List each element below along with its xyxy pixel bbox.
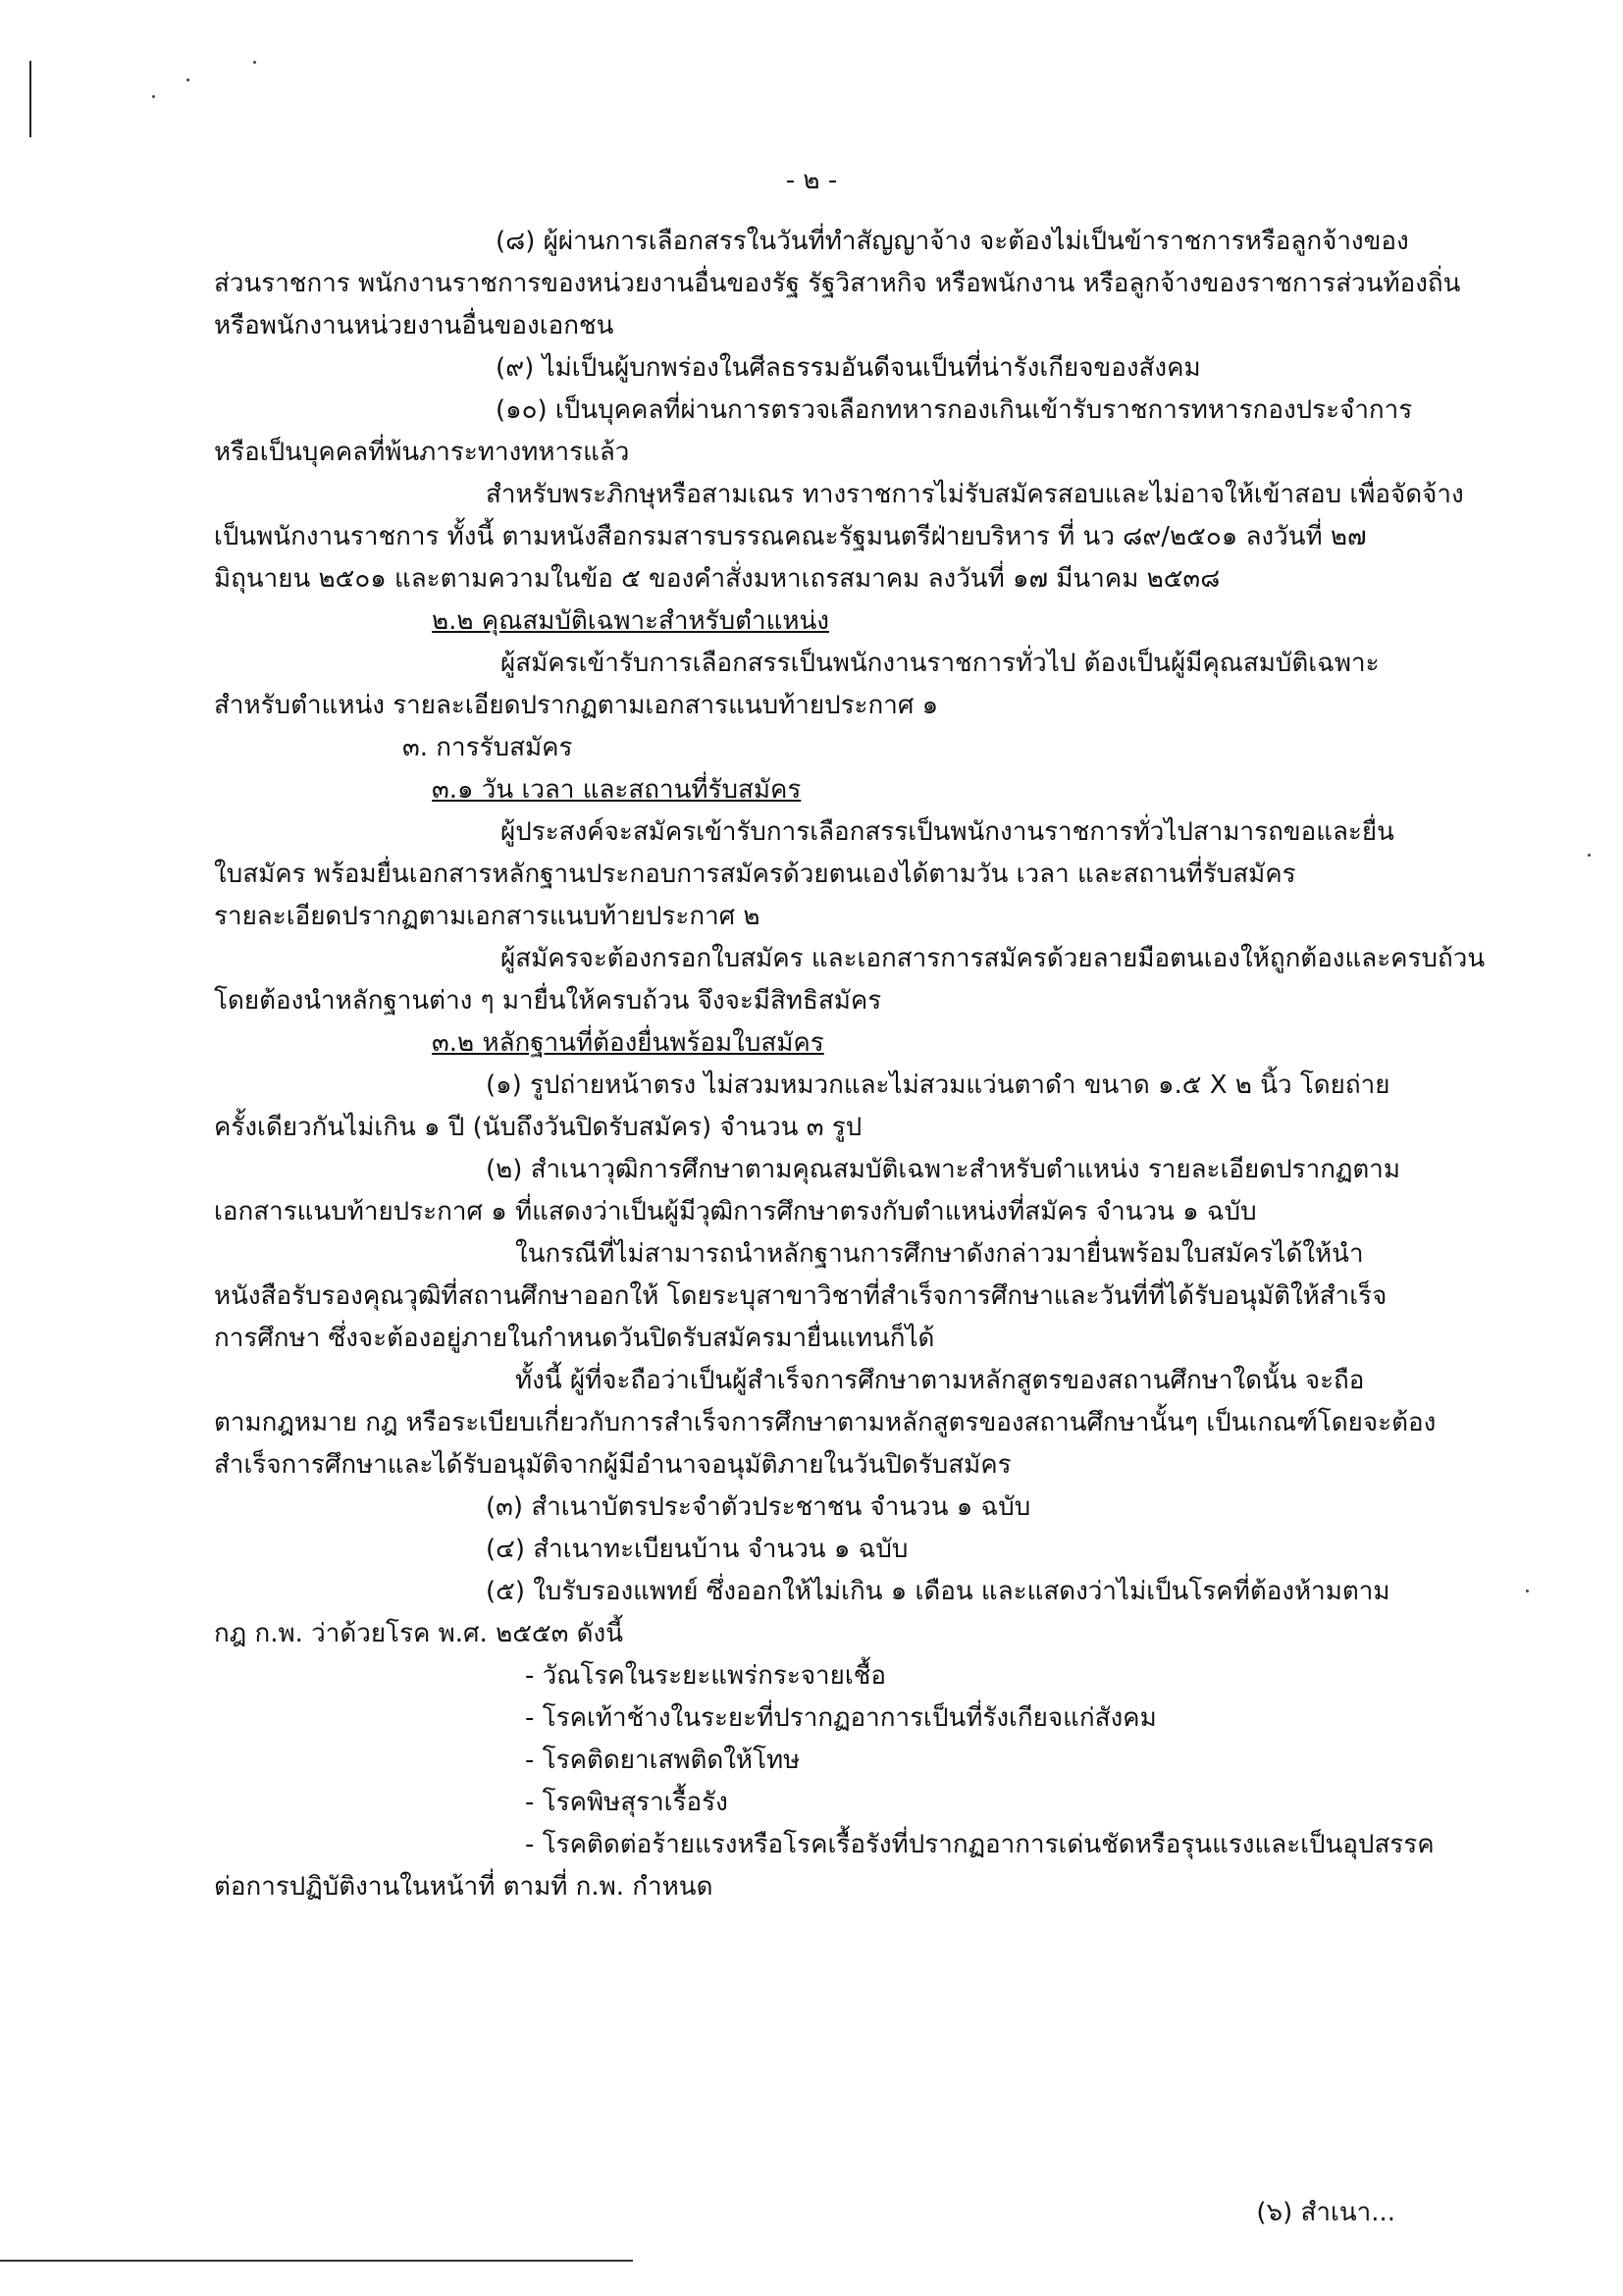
text-line: [0, 1487, 1623, 1529]
text-line: [0, 390, 1623, 432]
section-heading-3-1: ๓.๑ วัน เวลา และสถานที่รับสมัคร: [432, 775, 802, 805]
scan-edge-mark: [29, 61, 31, 137]
footer-rule: [0, 2260, 633, 2262]
text-line: [0, 727, 1623, 769]
doc-item-1: (๑) รูปถ่ายหน้าตรง ไม่สวมหมวกและไม่สวมแว่นตาดำ ขนาด ๑.๕ X ๒ นิ้ว โดยถ่าย: [486, 1070, 1390, 1100]
text-line: กฎ ก.พ. ว่าด้วยโรค พ.ศ. ๒๕๕๓ ดังนี้: [214, 1619, 623, 1648]
monk-clause: สำหรับพระภิกษุหรือสามเณร ทางราชการไม่รับสมัครสอบและไม่อาจให้เข้าสอบ เพื่อจัดจ้าง: [486, 480, 1464, 509]
text-line: ต่อการปฏิบัติงานในหน้าที่ ตามที่ ก.พ. กำหนด: [214, 1872, 713, 1902]
page-number: - ๒ -: [785, 166, 838, 195]
section-heading-3: ๓. การรับสมัคร: [402, 733, 573, 762]
text-line: ผู้สมัครจะต้องกรอกใบสมัคร และเอกสารการสมัครด้วยลายมือตนเองให้ถูกต้องและครบถ้วน: [500, 944, 1486, 973]
text-line: ใบสมัคร พร้อมยื่นเอกสารหลักฐานประกอบการสมัครด้วยตนเองได้ตามวัน เวลา และสถานที่รับสมัคร: [214, 860, 1296, 889]
scan-speck: [152, 95, 155, 98]
doc-item-2: (๒) สำเนาวุฒิการศึกษาตามคุณสมบัติเฉพาะสำหรับตำแหน่ง รายละเอียดปรากฏตาม: [486, 1155, 1401, 1184]
text-line: [0, 1022, 1623, 1065]
text-line: [0, 1740, 1623, 1782]
disease-item: - โรคติดยาเสพติดให้โทษ: [525, 1746, 801, 1775]
text-line: สำหรับตำแหน่ง รายละเอียดปรากฏตามเอกสารแนบท้ายประกาศ ๑: [214, 691, 939, 720]
disease-item: - วัณโรคในระยะแพร่กระจายเชื้อ: [525, 1661, 887, 1691]
doc-item-4: (๔) สำเนาทะเบียนบ้าน จำนวน ๑ ฉบับ: [486, 1535, 909, 1564]
text-line: ผู้ประสงค์จะสมัครเข้ารับการเลือกสรรเป็นพนักงานราชการทั่วไปสามารถขอและยื่น: [500, 817, 1394, 847]
text-line: [0, 1655, 1623, 1697]
text-line: ตามกฎหมาย กฎ หรือระเบียบเกี่ยวกับการสำเร็จการศึกษาตามหลักสูตรของสถานศึกษานั้นๆ เป็นเกณฑ์โดยจะต้อง: [214, 1408, 1437, 1437]
doc-item-3: (๓) สำเนาบัตรประจำตัวประชาชน จำนวน ๑ ฉบับ: [486, 1492, 1031, 1522]
text-line: [0, 1571, 1623, 1613]
text-line: โดยต้องนำหลักฐานต่าง ๆ มายื่นให้ครบถ้วน จึงจะมีสิทธิสมัคร: [214, 986, 882, 1016]
text-line: [0, 600, 1623, 643]
disease-item: - โรคพิษสุราเรื้อรัง: [525, 1788, 728, 1817]
text-line: [0, 769, 1623, 811]
text-line: [0, 1065, 1623, 1107]
text-line: [0, 1149, 1623, 1191]
text-line: มิถุนายน ๒๕๐๑ และตามความในข้อ ๕ ของคำสั่งมหาเถรสมาคม ลงวันที่ ๑๗ มีนาคม ๒๕๓๘: [214, 564, 1221, 594]
text-line: การศึกษา ซึ่งจะต้องอยู่ภายในกำหนดวันปิดรับสมัครมายื่นแทนก็ได้: [214, 1324, 935, 1353]
text-line: สำเร็จการศึกษาและได้รับอนุมัติจากผู้มีอำนาจอนุมัติภายในวันปิดรับสมัคร: [214, 1450, 1012, 1480]
text-line: ทั้งนี้ ผู้ที่จะถือว่าเป็นผู้สำเร็จการศึกษาตามหลักสูตรของสถานศึกษาใดนั้น จะถือ: [515, 1366, 1365, 1395]
text-line: หนังสือรับรองคุณวุฒิที่สถานศึกษาออกให้ โดยระบุสาขาวิชาที่สำเร็จการศึกษาและวันที่ที่ได้รับอนุมัติให้สำเร็จ: [214, 1281, 1387, 1311]
text-line: [0, 1529, 1623, 1571]
text-line: เป็นพนักงานราชการ ทั้งนี้ ตามหนังสือกรมสารบรรณคณะรัฐมนตรีฝ่ายบริหาร ที่ นว ๘๙/๒๕๐๑ ลงวันที่ ๒๗: [214, 522, 1367, 551]
text-line: ส่วนราชการ พนักงานราชการของหน่วยงานอื่นของรัฐ รัฐวิสาหกิจ หรือพนักงาน หรือลูกจ้างของราชการส่วนท้องถิ่น: [214, 269, 1461, 298]
text-line: [0, 1697, 1623, 1740]
scan-speck: [253, 61, 256, 64]
text-line: เอกสารแนบท้ายประกาศ ๑ ที่แสดงว่าเป็นผู้มีวุฒิการศึกษาตรงกับตำแหน่งที่สมัคร จำนวน ๑ ฉบับ: [214, 1197, 1257, 1226]
document-body: [0, 221, 1623, 1908]
text-line: หรือเป็นบุคคลที่พ้นภาระทางทหารแล้ว: [214, 438, 630, 467]
text-line: ครั้งเดียวกันไม่เกิน ๑ ปี (นับถึงวันปิดรับสมัคร) จำนวน ๓ รูป: [214, 1113, 863, 1142]
text-line: [0, 1782, 1623, 1824]
text-line: หรือพนักงานหน่วยงานอื่นของเอกชน: [214, 311, 614, 340]
text-line: ผู้สมัครเข้ารับการเลือกสรรเป็นพนักงานราชการทั่วไป ต้องเป็นผู้มีคุณสมบัติเฉพาะ: [500, 649, 1380, 678]
section-heading-2-2: ๒.๒ คุณสมบัติเฉพาะสำหรับตำแหน่ง: [432, 606, 829, 636]
text-line: [0, 474, 1623, 516]
doc-item-5: (๕) ใบรับรองแพทย์ ซึ่งออกให้ไม่เกิน ๑ เดือน และแสดงว่าไม่เป็นโรคที่ต้องห้ามตาม: [486, 1577, 1390, 1606]
disease-item: - โรคติดต่อร้ายแรงหรือโรคเรื้อรังที่ปรากฏอาการเด่นชัดหรือรุนแรงและเป็นอุปสรรค: [525, 1830, 1435, 1859]
scan-speck: [186, 78, 189, 81]
text-line: [0, 1824, 1623, 1866]
clause-9: (๙) ไม่เป็นผู้บกพร่องในศีลธรรมอันดีจนเป็นที่น่ารังเกียจของสังคม: [496, 353, 1201, 383]
text-line: [0, 221, 1623, 263]
clause-8: (๘) ผู้ผ่านการเลือกสรรในวันที่ทำสัญญาจ้าง จะต้องไม่เป็นข้าราชการหรือลูกจ้างของ: [496, 227, 1409, 256]
text-line: [0, 347, 1623, 390]
text-line: รายละเอียดปรากฏตามเอกสารแนบท้ายประกาศ ๒: [214, 902, 760, 931]
disease-item: - โรคเท้าช้างในระยะที่ปรากฏอาการเป็นที่รังเกียจแก่สังคม: [525, 1703, 1157, 1733]
text-line: ในกรณีที่ไม่สามารถนำหลักฐานการศึกษาดังกล่าวมายื่นพร้อมใบสมัครได้ให้นำ: [515, 1239, 1364, 1269]
section-heading-3-2: ๓.๒ หลักฐานที่ต้องยื่นพร้อมใบสมัคร: [432, 1028, 824, 1058]
clause-10: (๑๐) เป็นบุคคลที่ผ่านการตรวจเลือกทหารกองเกินเข้ารับราชการทหารกองประจำการ: [496, 395, 1413, 425]
catchword: (๖) สำเนา...: [1256, 2198, 1395, 2227]
